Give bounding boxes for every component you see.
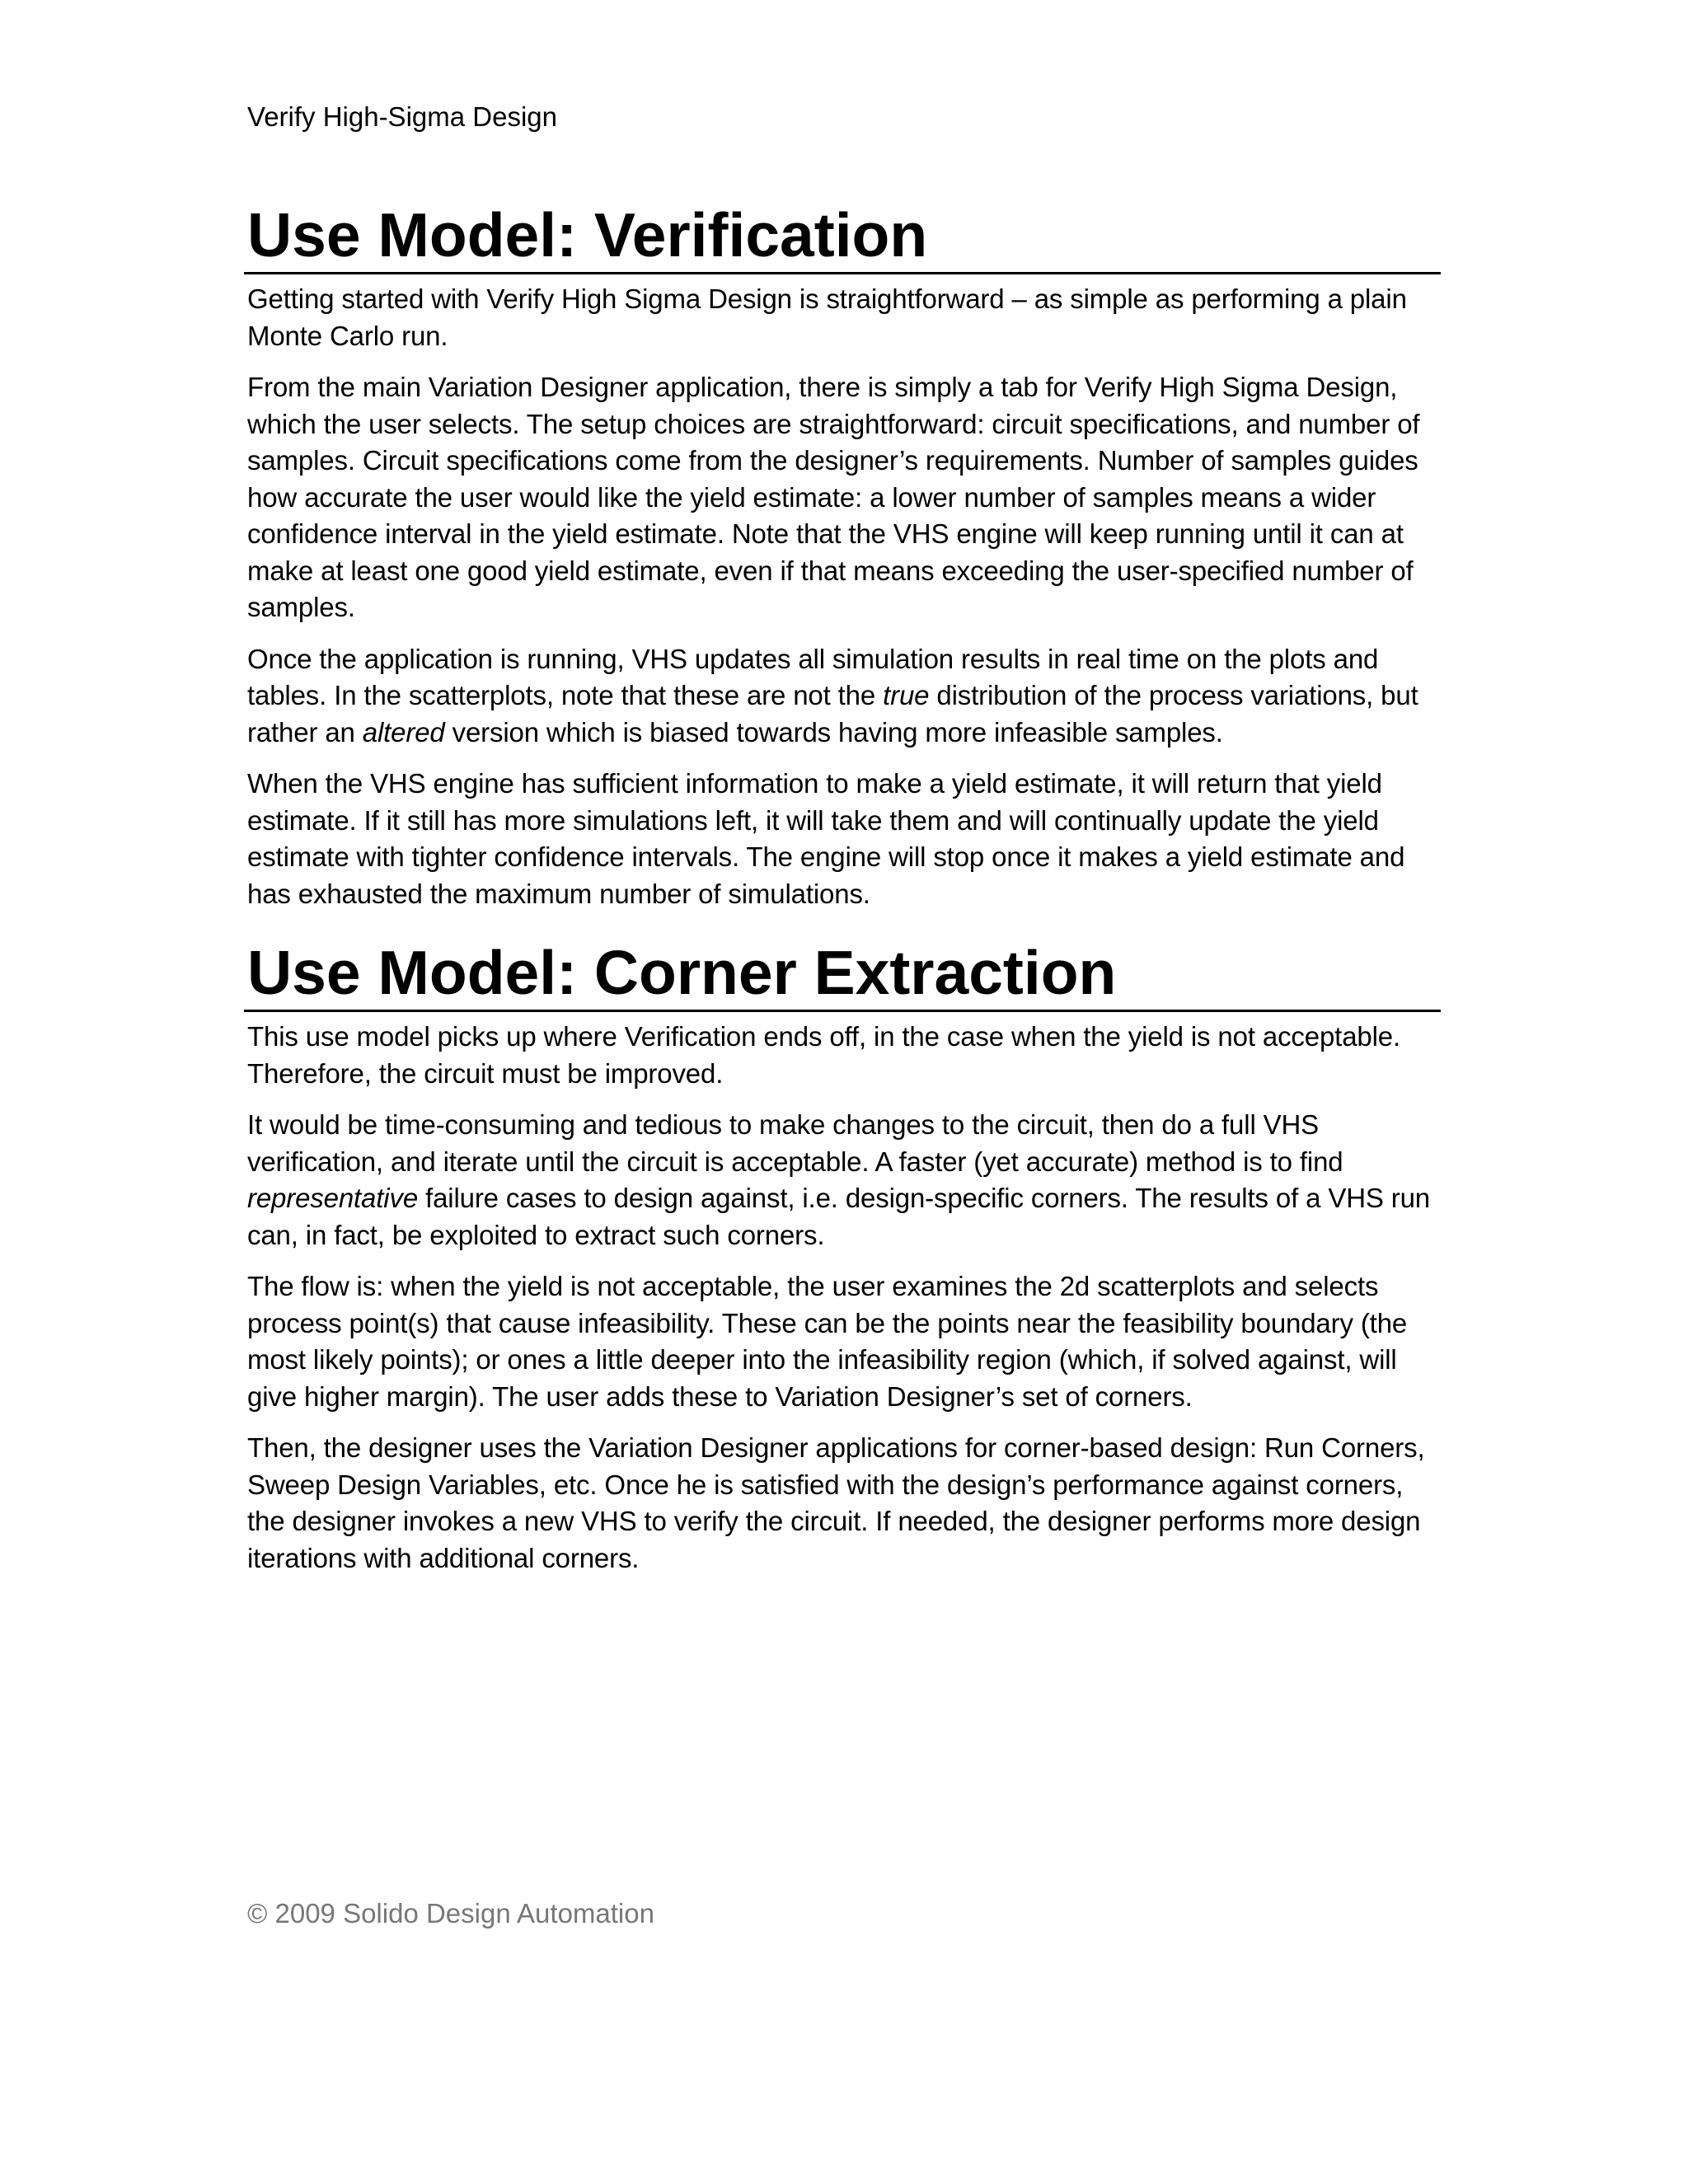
section-verification: [247, 198, 1447, 912]
document-body: [247, 198, 1447, 1577]
section-heading: Use Model: Verification: [244, 198, 1441, 274]
section-corner-extraction: [247, 935, 1447, 1577]
paragraph: The flow is: when the yield is not acceptable, the user examines the 2d scatterplots and selects process point(s) that cause infeasibility. These can be the points near the feasibility boundary (the most likely points); or ones a little deeper into the infeasibility region (which, if solved against, will give higher margin). The user adds these to Variation Designer’s set of corners.: [247, 1271, 1408, 1412]
paragraph: When the VHS engine has sufficient information to make a yield estimate, it will return that yield estimate. If it still has more simulations left, it will take them and will continually update the yield estimate with tighter confidence intervals. The engine will stop once it makes a yield estimate and has exhausted the maximum number of simulations.: [247, 768, 1405, 909]
copyright-footer: © 2009 Solido Design Automation: [247, 1898, 654, 1929]
text-run: distribution of the process variations, but rather an: [247, 680, 1418, 748]
italic-text: true: [883, 680, 930, 710]
paragraph: Then, the designer uses the Variation Designer applications for corner-based design: Run Corners, Sweep Design Variables, etc. Once he is satisfied with the design’s performance against corners, the designer invokes a new VHS to verify the circuit. If needed, the designer performs more design iterations with additional corners.: [247, 1432, 1425, 1573]
text-run: failure cases to design against, i.e. design-specific corners. The results of a VHS run can, in fact, be exploited to extract such corners.: [247, 1183, 1431, 1250]
text-run: version which is biased towards having more infeasible samples.: [444, 716, 1223, 748]
paragraph: [247, 1107, 1447, 1254]
paragraph: Getting started with Verify High Sigma Design is straightforward – as simple as performing a plain Monte Carlo run.: [247, 284, 1407, 351]
text-run: It would be time-consuming and tedious to make changes to the circuit, then do a full VHS verification, and iterate until the circuit is acceptable. A faster (yet accurate) method is to find: [247, 1109, 1343, 1177]
section-heading: Use Model: Corner Extraction: [244, 935, 1441, 1012]
paragraph: From the main Variation Designer application, there is simply a tab for Verify High Sigma Design, which the user selects. The setup choices are straightforward: circuit specifications, and number of samples. Circuit specifications come from the designer’s requirements. Number of samples guides how accurate the user would like the yield estimate: a lower number of samples means a wider confidence interval in the yield estimate. Note that the VHS engine will keep running until it can at make at least one good yield estimate, even if that means exceeding the user-specified number of samples.: [247, 372, 1420, 622]
running-header: Verify High-Sigma Design: [247, 101, 557, 132]
italic-text: altered: [362, 716, 445, 748]
text-run: Once the application is running, VHS updates all simulation results in real time on the plots and tables. In the scatterplots, note that these are not the: [247, 643, 1379, 710]
paragraph: [247, 641, 1447, 752]
paragraph: This use model picks up where Verification ends off, in the case when the yield is not acceptable. Therefore, the circuit must be improved.: [247, 1021, 1400, 1089]
italic-text: representative: [247, 1183, 419, 1213]
